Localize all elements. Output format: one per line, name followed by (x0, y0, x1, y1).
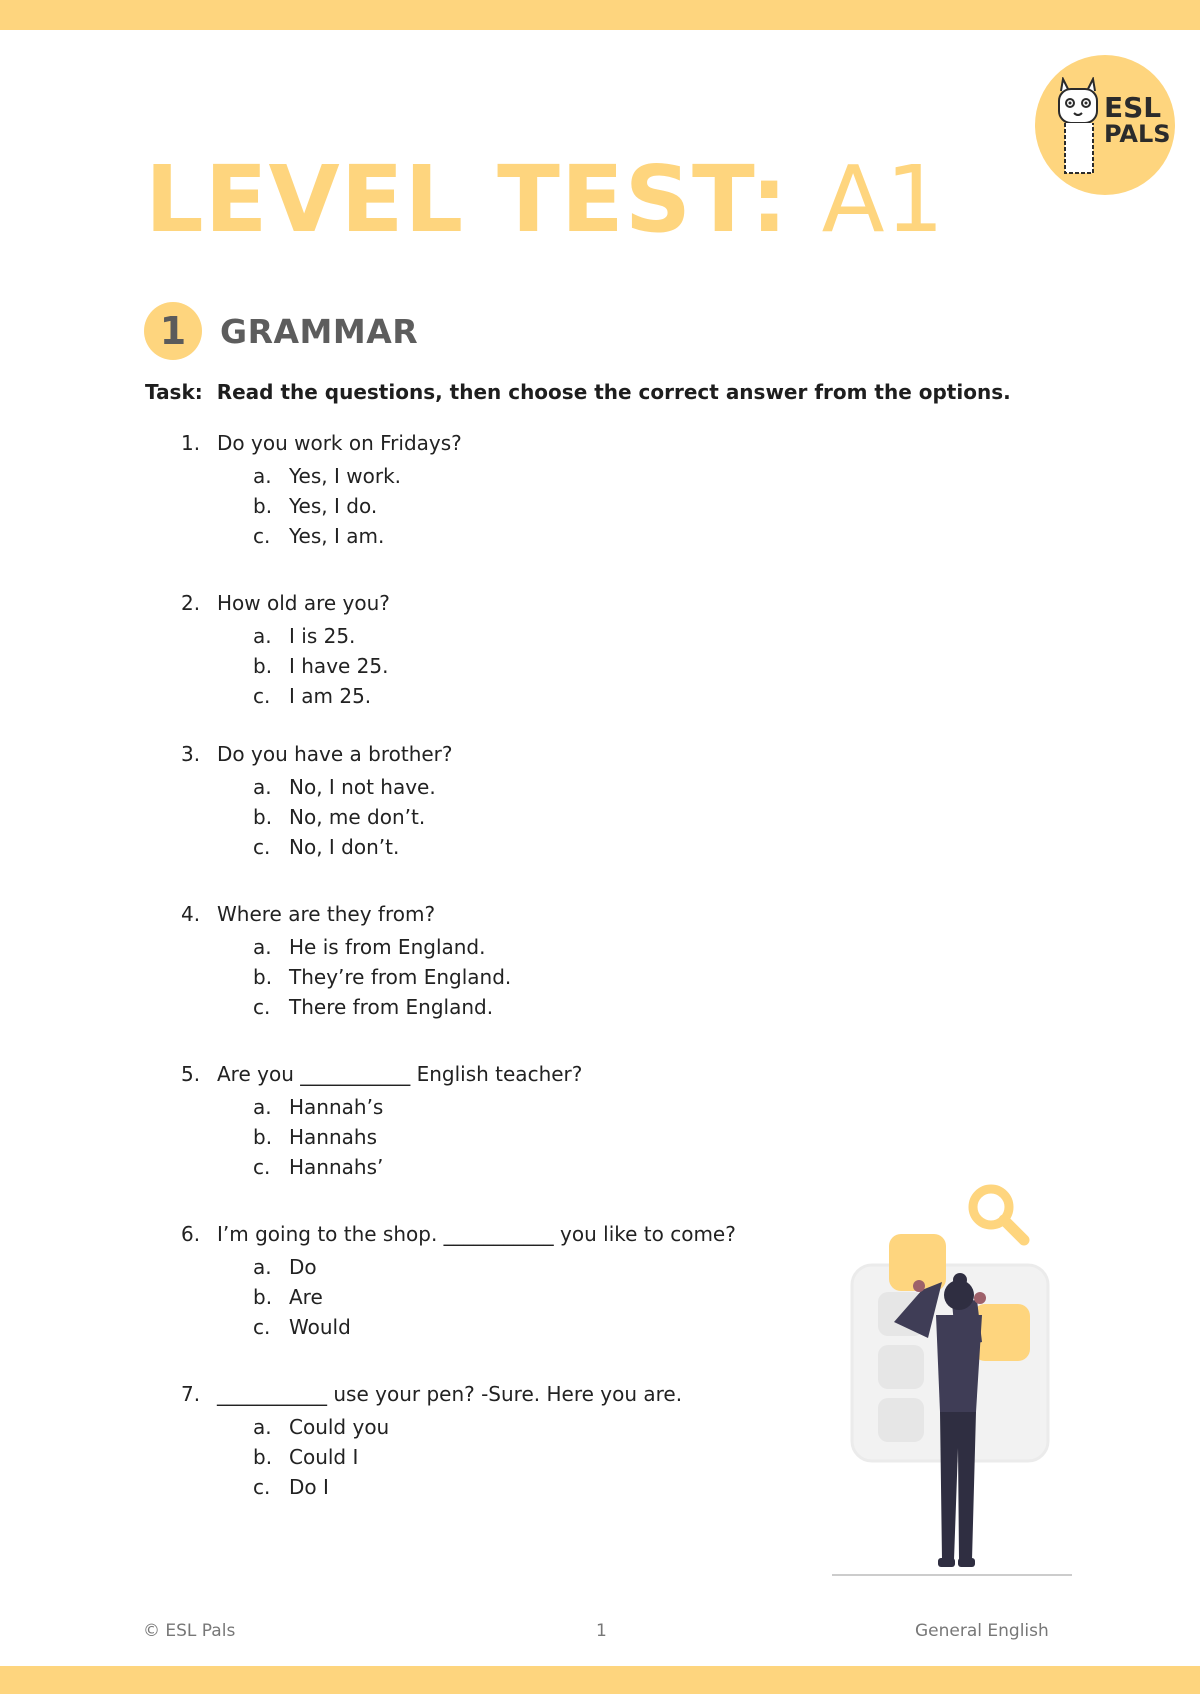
option-letter: c. (253, 995, 271, 1019)
logo-line-1: ESL (1104, 91, 1162, 124)
option-text: Hannahs’ (289, 1155, 384, 1179)
option-text: He is from England. (289, 935, 486, 959)
option-item[interactable] (253, 621, 389, 651)
option-text: There from England. (289, 995, 494, 1019)
option-item[interactable] (253, 1122, 383, 1152)
question-number: 1. (181, 431, 201, 455)
option-letter: c. (253, 684, 271, 708)
task-text: Read the questions, then choose the correct answer from the options. (216, 380, 1011, 404)
option-letter: a. (253, 935, 272, 959)
option-letter: b. (253, 805, 273, 829)
option-item[interactable] (253, 1092, 383, 1122)
option-text: No, I not have. (289, 775, 436, 799)
esl-pals-logo (1035, 55, 1175, 195)
footer-course-name: General English (915, 1621, 1049, 1641)
page-title (145, 146, 946, 253)
section-header (144, 302, 418, 360)
option-letter: a. (253, 1255, 272, 1279)
option-letter: b. (253, 494, 273, 518)
bottom-accent-band (0, 1666, 1200, 1694)
option-letter: c. (253, 1155, 271, 1179)
top-accent-band (0, 0, 1200, 30)
question-text: Where are they from? (217, 902, 436, 926)
option-item[interactable] (253, 1312, 351, 1342)
option-letter: b. (253, 1445, 273, 1469)
option-letter: a. (253, 464, 272, 488)
option-text: No, I don’t. (289, 835, 400, 859)
section-number-badge: 1 (144, 302, 202, 360)
question-text: I’m going to the shop. ___________ you like to come? (217, 1222, 736, 1246)
option-item[interactable] (253, 651, 389, 681)
title-level: A1 (821, 146, 946, 253)
option-item[interactable] (253, 1152, 383, 1182)
option-text: Could you (289, 1415, 390, 1439)
option-item[interactable] (253, 1412, 389, 1442)
option-list (253, 772, 436, 862)
option-item[interactable] (253, 932, 511, 962)
option-text: Yes, I do. (289, 494, 378, 518)
option-text: I am 25. (289, 684, 372, 708)
option-text: No, me don’t. (289, 805, 426, 829)
option-item[interactable] (253, 1282, 351, 1312)
option-list (253, 1092, 383, 1182)
option-list (253, 1252, 351, 1342)
option-letter: b. (253, 654, 273, 678)
option-item[interactable] (253, 962, 511, 992)
option-letter: c. (253, 1315, 271, 1339)
option-text: Are (289, 1285, 323, 1309)
option-text: They’re from England. (289, 965, 512, 989)
question-number: 2. (181, 591, 201, 615)
option-letter: a. (253, 1415, 272, 1439)
option-item[interactable] (253, 832, 436, 862)
footer-page-number: 1 (596, 1621, 607, 1641)
question-text: How old are you? (217, 591, 390, 615)
option-text: Yes, I am. (289, 524, 385, 548)
option-letter: b. (253, 965, 273, 989)
option-letter: a. (253, 775, 272, 799)
option-item[interactable] (253, 491, 401, 521)
option-text: Yes, I work. (289, 464, 402, 488)
option-letter: a. (253, 624, 272, 648)
question-number: 4. (181, 902, 201, 926)
option-text: Do (289, 1255, 317, 1279)
option-text: Would (289, 1315, 351, 1339)
task-label: Task: (145, 380, 203, 404)
option-list (253, 932, 511, 1022)
option-list (253, 461, 401, 551)
option-text: Hannah’s (289, 1095, 384, 1119)
section-title: GRAMMAR (220, 311, 419, 351)
option-text: Hannahs (289, 1125, 377, 1149)
question-number: 7. (181, 1382, 201, 1406)
option-letter: a. (253, 1095, 272, 1119)
option-item[interactable] (253, 1442, 389, 1472)
woman-search-illustration (832, 1180, 1077, 1580)
option-letter: c. (253, 835, 271, 859)
option-item[interactable] (253, 1252, 351, 1282)
option-letter: b. (253, 1125, 273, 1149)
logo-line-2: PALS (1104, 120, 1171, 148)
option-text: Could I (289, 1445, 359, 1469)
question-text: ___________ use your pen? -Sure. Here you are. (217, 1382, 683, 1406)
option-text: Do I (289, 1475, 329, 1499)
option-list (253, 621, 389, 711)
option-item[interactable] (253, 461, 401, 491)
option-item[interactable] (253, 772, 436, 802)
question-text: Are you ___________ English teacher? (217, 1062, 583, 1086)
option-item[interactable] (253, 681, 389, 711)
question-text: Do you work on Fridays? (217, 431, 462, 455)
option-text: I is 25. (289, 624, 356, 648)
title-main: LEVEL TEST: (145, 146, 789, 253)
question-number: 6. (181, 1222, 201, 1246)
question-number: 5. (181, 1062, 201, 1086)
option-item[interactable] (253, 992, 511, 1022)
option-item[interactable] (253, 1472, 389, 1502)
option-letter: c. (253, 524, 271, 548)
option-letter: b. (253, 1285, 273, 1309)
option-text: I have 25. (289, 654, 389, 678)
question-number: 3. (181, 742, 201, 766)
question-text: Do you have a brother? (217, 742, 453, 766)
option-letter: c. (253, 1475, 271, 1499)
task-instruction (145, 380, 1011, 404)
option-item[interactable] (253, 802, 436, 832)
logo-wordmark (1104, 91, 1171, 148)
option-item[interactable] (253, 521, 401, 551)
option-list (253, 1412, 389, 1502)
footer-copyright: © ESL Pals (143, 1621, 236, 1641)
llama-icon (1051, 77, 1107, 177)
